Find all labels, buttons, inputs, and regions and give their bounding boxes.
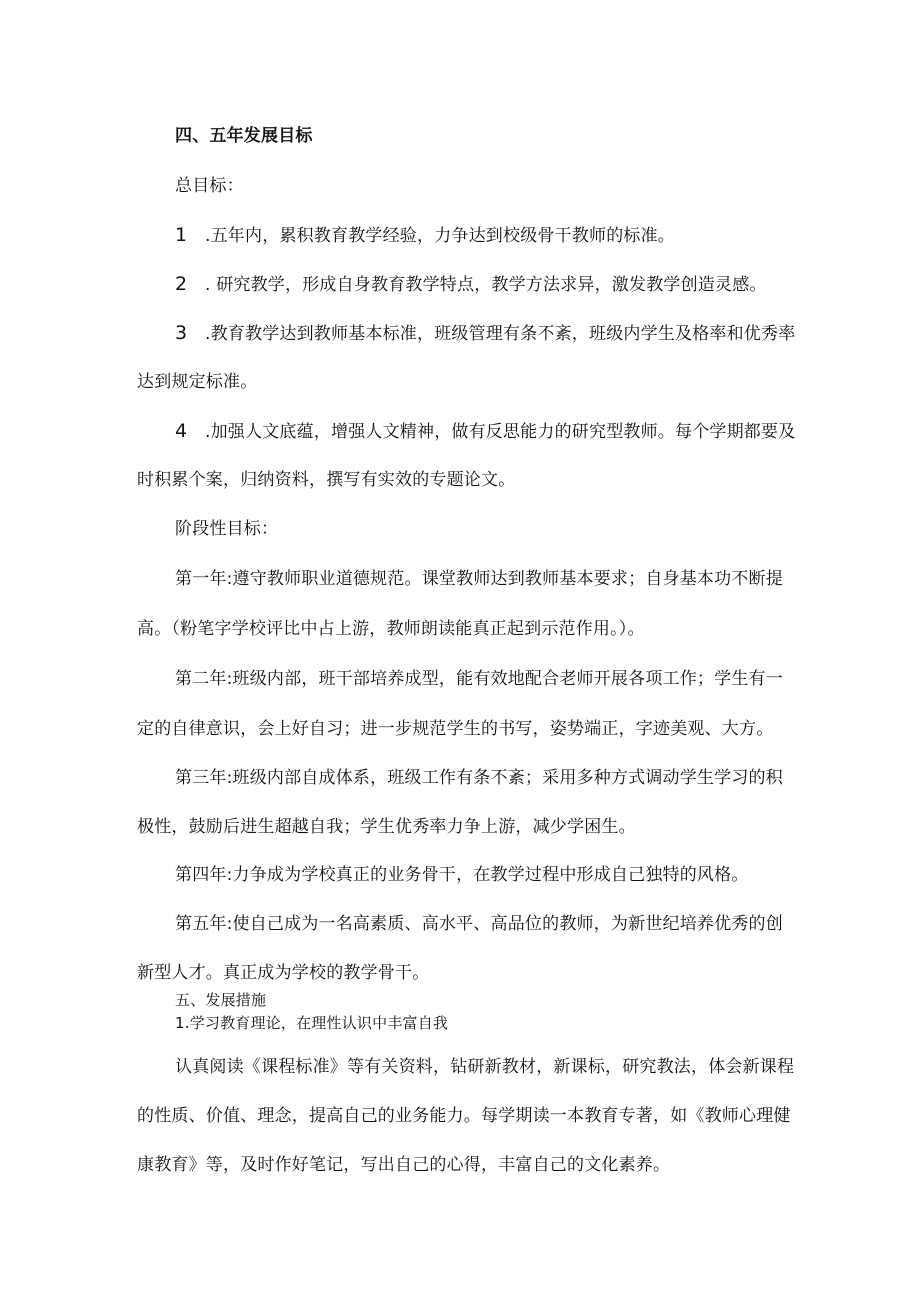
stage-year-2: 第二年:班级内部，班干部培养成型，能有效地配合老师开展各项工作；学生有一: [175, 669, 783, 689]
stage-year-4: 第四年:力争成为学校真正的业务骨干，在教学过程中形成自己独特的风格。: [175, 865, 749, 885]
stage-year-5: 第五年:使自己成为一名高素质、高水平、高品位的教师，为新世纪培养优秀的创: [175, 914, 783, 934]
goal-text: .加强人文底蕴，增强人文精神，做有反思能力的研究型教师。每个学期都要及: [205, 422, 796, 442]
goal-text: . 研究教学，形成自身教育教学特点，教学方法求异，激发教学创造灵感。: [205, 275, 767, 295]
section-heading: 四、五年发展目标: [175, 126, 313, 146]
stage-year-5-continued: 新型人才。真正成为学校的教学骨干。: [137, 963, 430, 983]
section-heading: 五、发展措施: [175, 991, 267, 1009]
sub-heading: 1.学习教育理论，在理性认识中丰富自我: [175, 1014, 449, 1032]
goal-text: .教育教学达到教师基本标准，班级管理有条不紊，班级内学生及格率和优秀率: [205, 324, 796, 344]
overall-goal-label: 总目标：: [175, 176, 244, 196]
stage-goal-label: 阶段性目标：: [175, 519, 279, 539]
paragraph-line: 康教育》等，及时作好笔记，写出自己的心得，丰富自己的文化素养。: [137, 1155, 671, 1175]
stage-year-2-continued: 定的自律意识，会上好自习；进一步规范学生的书写，姿势端正，字迹美观、大方。: [137, 719, 774, 739]
goal-number: 2: [175, 273, 188, 295]
goal-number: 1: [175, 224, 188, 246]
goal-item-2: [175, 272, 767, 297]
goal-number: 3: [175, 322, 188, 344]
stage-year-1: 第一年:遵守教师职业道德规范。课堂教师达到教师基本要求；自身基本功不断提: [175, 569, 783, 589]
goal-item-1: [175, 223, 675, 248]
stage-year-3-continued: 极性，鼓励后进生超越自我；学生优秀率力争上游，减少学困生。: [137, 817, 636, 837]
stage-year-3: 第三年:班级内部自成体系，班级工作有条不紊；采用多种方式调动学生学习的积: [175, 768, 783, 788]
paragraph-line: 认真阅读《课程标准》等有关资料，钻研新教材，新课标，研究教法，体会新课程: [175, 1057, 795, 1077]
paragraph-line: 的性质、价值、理念，提高自己的业务能力。每学期读一本教育专著，如《教师心理健: [137, 1106, 791, 1126]
goal-text: .五年内，累积教育教学经验，力争达到校级骨干教师的标准。: [205, 226, 676, 246]
goal-item-4-continued: 时积累个案，归纳资料，撰写有实效的专题论文。: [137, 470, 516, 490]
stage-year-1-continued: 高。（粉笔字学校评比中占上游，教师朗读能真正起到示范作用。）。: [137, 619, 645, 639]
goal-item-3-continued: 达到规定标准。: [137, 372, 258, 392]
goal-item-3: [175, 321, 795, 346]
goal-item-4: [175, 419, 795, 444]
goal-number: 4: [175, 420, 188, 442]
